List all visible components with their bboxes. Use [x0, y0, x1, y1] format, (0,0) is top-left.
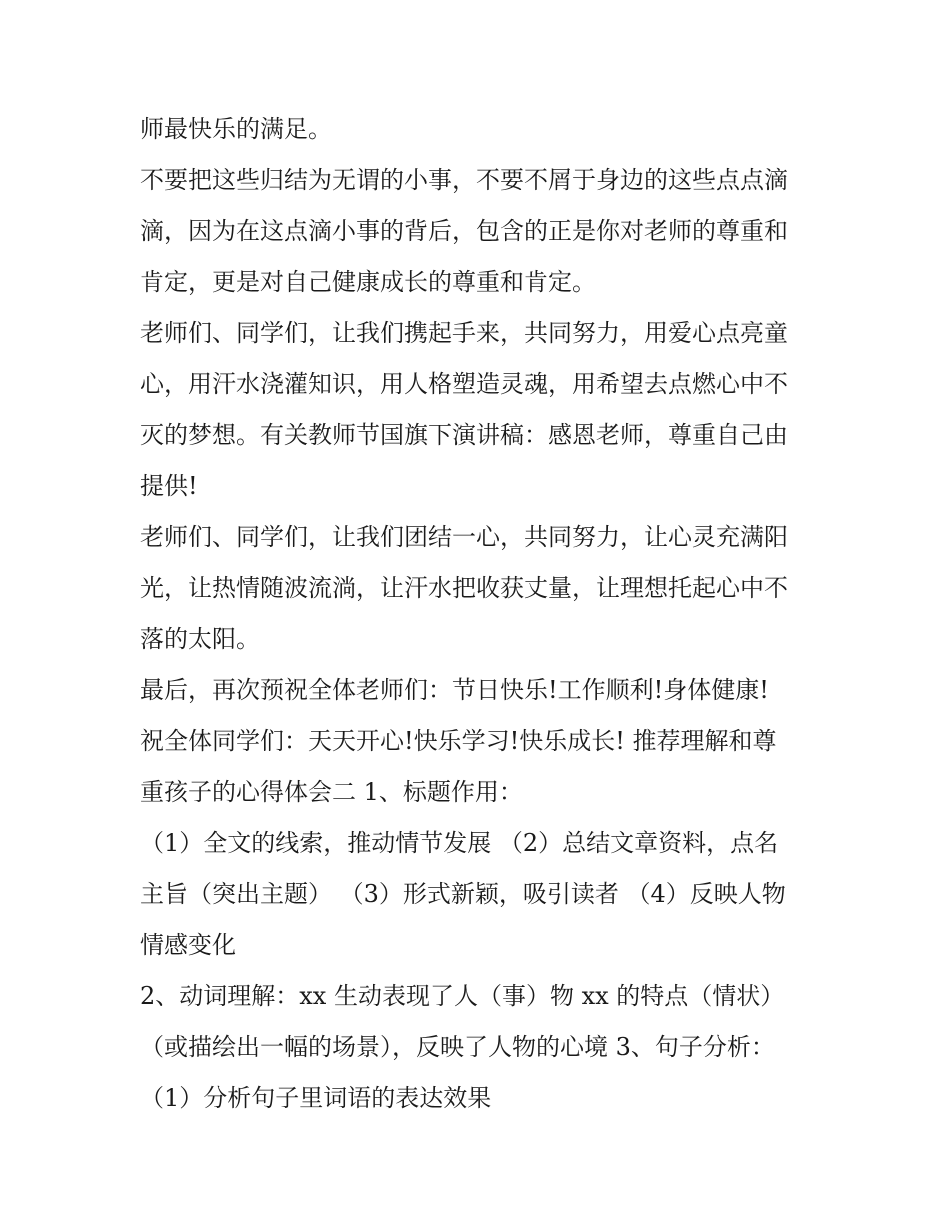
text-line: 主旨（突出主题） （3）形式新颖，吸引读者 （4）反映人物 — [140, 880, 786, 908]
text-line: 师最快乐的满足。 — [140, 115, 332, 143]
text-line: 光，让热情随波流淌，让汗水把收获丈量，让理想托起心中不 — [140, 574, 788, 602]
text-line: 最后，再次预祝全体老师们：节日快乐!工作顺利!身体健康! — [140, 676, 769, 704]
text-line: 滴，因为在这点滴小事的背后，包含的正是你对老师的尊重和 — [140, 217, 788, 245]
text-line: 老师们、同学们，让我们携起手来，共同努力，用爱心点亮童 — [140, 319, 788, 347]
text-line: （或描绘出一幅的场景），反映了人物的心境 3、句子分析： — [140, 1033, 775, 1061]
text-line: 提供! — [140, 472, 198, 500]
text-line: 祝全体同学们：天天开心!快乐学习!快乐成长! 推荐理解和尊 — [140, 727, 777, 755]
text-line: 重孩子的心得体会二 1、标题作用： — [140, 778, 523, 806]
text-line: 情感变化 — [140, 931, 236, 959]
text-line: （1）全文的线索，推动情节发展 （2）总结文章资料，点名 — [140, 829, 779, 857]
text-line: 老师们、同学们，让我们团结一心，共同努力，让心灵充满阳 — [140, 523, 788, 551]
text-line: （1）分析句子里词语的表达效果 — [140, 1084, 492, 1112]
text-line: 心，用汗水浇灌知识，用人格塑造灵魂，用希望去点燃心中不 — [140, 370, 788, 398]
text-line: 肯定，更是对自己健康成长的尊重和肯定。 — [140, 268, 596, 296]
text-line: 不要把这些归结为无谓的小事，不要不屑于身边的这些点点滴 — [140, 166, 788, 194]
text-line: 2、动词理解：xx 生动表现了人（事）物 xx 的特点（情状） — [140, 982, 785, 1010]
body-text — [140, 104, 820, 1124]
text-line: 落的太阳。 — [140, 625, 260, 653]
text-line: 灭的梦想。有关教师节国旗下演讲稿：感恩老师，尊重自己由 — [140, 421, 788, 449]
